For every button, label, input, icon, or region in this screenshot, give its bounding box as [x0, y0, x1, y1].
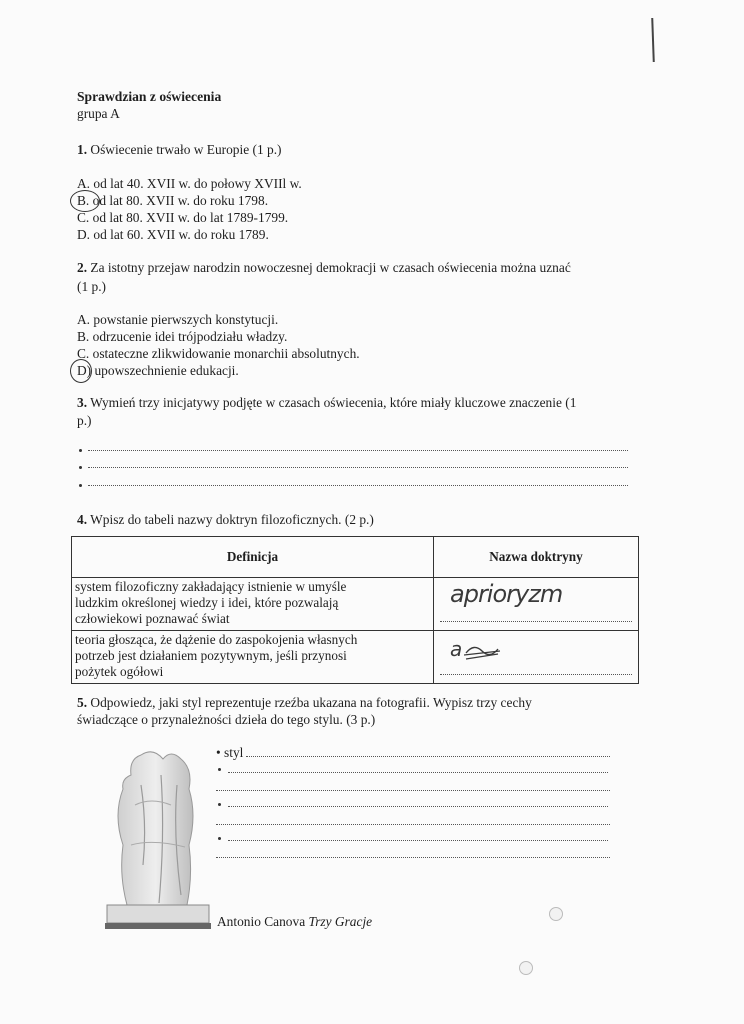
answer-line[interactable] — [228, 806, 608, 807]
definition-line: teoria głosząca, że dążenie do zaspokojenia własnych — [75, 632, 358, 647]
caption-title: Trzy Gracje — [308, 914, 373, 929]
question-number: 1. — [77, 142, 88, 157]
answer-line[interactable] — [88, 467, 628, 468]
option-letter: C. — [77, 210, 90, 225]
punch-hole — [519, 961, 533, 975]
question-number: 2. — [77, 260, 88, 275]
q2-option-d[interactable] — [77, 362, 239, 379]
option-text: od lat 80. XVII w. do lat 1789-1799. — [89, 210, 289, 225]
question-points: p.) — [77, 413, 92, 428]
group-label: grupa A — [77, 106, 120, 121]
question-text: Wpisz do tabeli nazwy doktryn filozoficznych. (2 p.) — [87, 512, 374, 527]
option-letter: A. — [77, 312, 91, 327]
answer-line[interactable] — [216, 857, 610, 858]
answer-line[interactable] — [88, 450, 628, 451]
option-text: od lat 80. XVII w. do roku 1798. — [89, 193, 269, 208]
answer-circle-mark — [70, 359, 92, 383]
punch-hole — [549, 907, 563, 921]
caption-author: Antonio Canova — [217, 914, 309, 929]
bullet — [218, 837, 221, 840]
q2-option-c[interactable] — [77, 345, 360, 362]
q2-option-b[interactable] — [77, 328, 287, 345]
option-text: upowszechnienie edukacji. — [91, 363, 239, 378]
answer-line[interactable] — [228, 840, 608, 841]
option-text: ostateczne zlikwidowanie monarchii absolutnych. — [89, 346, 360, 361]
option-text: powstanie pierwszych konstytucji. — [90, 312, 279, 327]
question-number: 4. — [77, 512, 88, 527]
definition-cell — [72, 631, 434, 684]
question-4 — [77, 511, 374, 528]
option-letter: B. — [77, 193, 90, 208]
answer-line[interactable] — [246, 756, 610, 757]
photo-caption — [217, 913, 372, 930]
table-row — [72, 578, 639, 631]
handwritten-answer: aprioryzm — [450, 580, 563, 608]
option-text: od lat 60. XVII w. do roku 1789. — [90, 227, 269, 242]
definition-line: pożytek ogółowi — [75, 664, 164, 679]
question-number: 5. — [77, 695, 88, 710]
crossed-out-scribble — [464, 641, 504, 665]
style-label: • styl — [216, 745, 244, 760]
statue-photo — [101, 745, 213, 931]
answer-line[interactable] — [228, 772, 608, 773]
question-2 — [77, 259, 571, 276]
option-text: odrzucenie idei trójpodziału władzy. — [89, 329, 288, 344]
answer-line — [440, 674, 632, 675]
doctrine-answer-cell[interactable] — [434, 578, 639, 631]
bullet — [79, 484, 82, 487]
definition-line: ludzkim określonej wiedzy i idei, które pozwalają — [75, 595, 339, 610]
option-letter: D. — [77, 227, 91, 242]
question-text-continued: świadczące o przynależności dzieła do tego stylu. (3 p.) — [77, 712, 376, 727]
question-5 — [77, 694, 532, 711]
q1-option-b[interactable] — [77, 192, 268, 209]
option-letter: D) — [77, 363, 92, 378]
definition-cell — [72, 578, 434, 631]
column-header-doctrine-name: Nazwa doktryny — [434, 537, 639, 578]
table-row — [72, 631, 639, 684]
answer-line[interactable] — [216, 790, 610, 791]
question-number: 3. — [77, 395, 88, 410]
option-letter: A. — [77, 176, 91, 191]
answer-line — [440, 621, 632, 622]
question-text: Za istotny przejaw narodzin nowoczesnej demokracji w czasach oświecenia można uznać — [87, 260, 571, 275]
question-text: Odpowiedz, jaki styl reprezentuje rzeźba ukazana na fotografii. Wypisz trzy cechy — [87, 695, 532, 710]
question-1 — [77, 141, 282, 158]
definition-line: potrzeb jest działaniem pozytywnym, jeśli przynosi — [75, 648, 347, 663]
option-letter: B. — [77, 329, 90, 344]
option-text: od lat 40. XVII w. do połowy XVIIl w. — [90, 176, 302, 191]
answer-line[interactable] — [88, 485, 628, 486]
doctrine-answer-cell[interactable] — [434, 631, 639, 684]
q1-option-a[interactable] — [77, 175, 302, 192]
q2-option-a[interactable] — [77, 311, 278, 328]
option-letter: C. — [77, 346, 90, 361]
q1-option-d[interactable] — [77, 226, 269, 243]
definition-line: system filozoficzny zakładający istnienie w umyśle — [75, 579, 347, 594]
question-text: Wymień trzy inicjatywy podjęte w czasach oświecenia, które miały kluczowe znaczenie (1 — [87, 395, 577, 410]
margin-pen-mark — [651, 18, 655, 62]
bullet — [79, 449, 82, 452]
bullet — [218, 803, 221, 806]
handwritten-answer: a — [450, 637, 462, 661]
column-header-definition: Definicja — [72, 537, 434, 578]
question-3 — [77, 394, 576, 411]
answer-line[interactable] — [216, 824, 610, 825]
bullet — [218, 768, 221, 771]
q1-option-c[interactable] — [77, 209, 288, 226]
doctrines-table — [71, 536, 639, 684]
document-title: Sprawdzian z oświecenia — [77, 89, 222, 104]
bullet — [79, 466, 82, 469]
question-text: Oświecenie trwało w Europie (1 p.) — [87, 142, 282, 157]
question-points: (1 p.) — [77, 279, 107, 294]
definition-line: człowiekowi poznawać świat — [75, 611, 230, 626]
